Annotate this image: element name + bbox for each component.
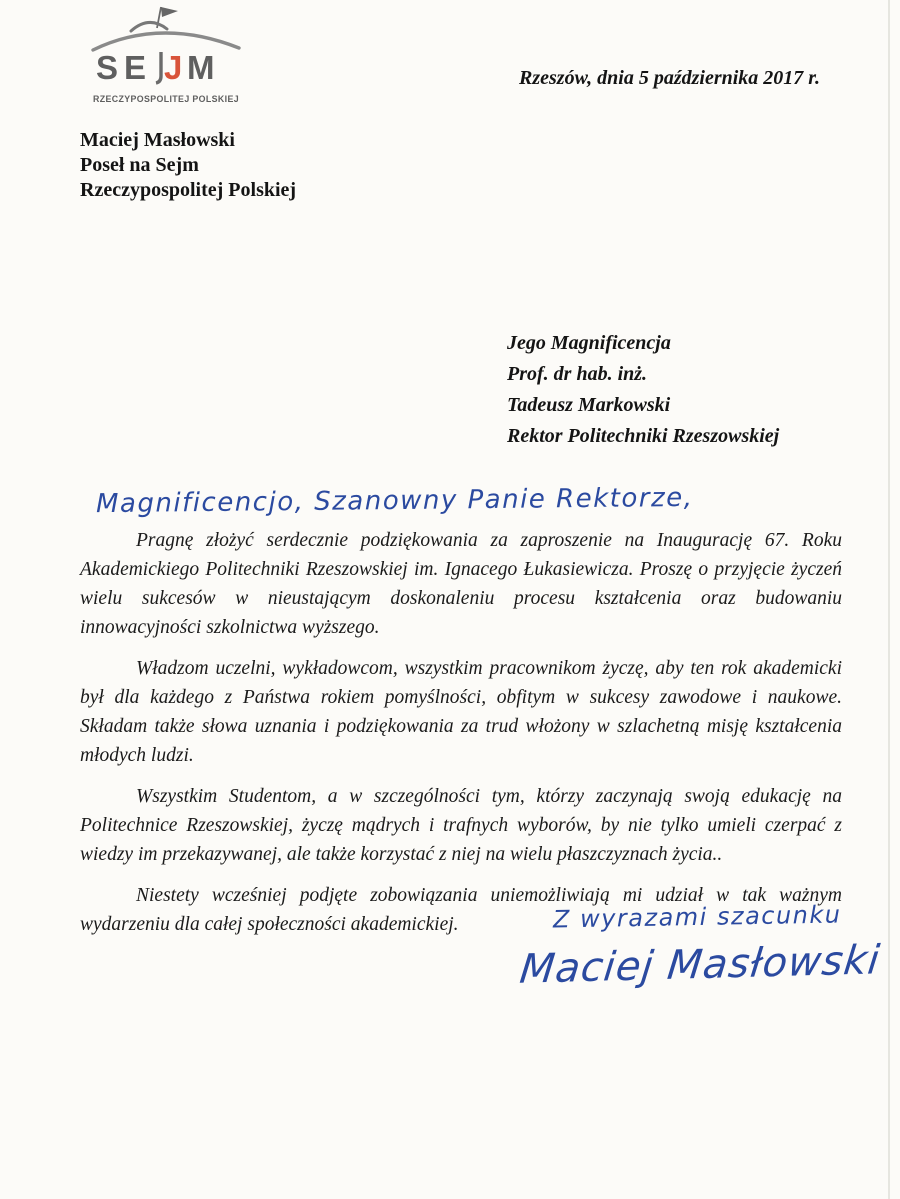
recipient-honorific: Jego Magnificencja xyxy=(507,332,671,354)
logo-letter-e: E xyxy=(124,49,147,86)
logo-letter-j-red: J xyxy=(164,49,183,86)
sender-block xyxy=(80,128,296,203)
letter-body xyxy=(80,526,842,951)
body-paragraph-2: Władzom uczelni, wykładowcom, wszystkim pracownikom życzę, aby ten rok akademicki był dla każdego z Państwa rokiem pomyślności, obfitym w sukcesy zawodowe i naukowe. Składam także słowa uznania i podziękowania za trud włożony w szlachetną misję kształcenia młodych ludzi. xyxy=(80,658,842,766)
body-paragraph-3: Wszystkim Studentom, a w szczególności tym, którzy zaczynają swoją edukację na Politechnice Rzeszowskiej, życzę mądrych i trafnych wyborów, by nie tylko umieli czerpać z wiedzy im przekazywanej, ale także korzystać z niej na wielu płaszczyznach życia.. xyxy=(80,786,842,865)
body-paragraph-4: Niestety wcześniej podjęte zobowiązania uniemożliwiają mi udział w tak ważnym wydarzeniu dla całej społeczności akademickiej. xyxy=(80,885,842,935)
recipient-position: Rektor Politechniki Rzeszowskiej xyxy=(507,425,780,447)
sender-title-line2: Rzeczypospolitej Polskiej xyxy=(80,179,297,201)
dome-cap-arc xyxy=(131,22,167,31)
body-paragraph-1: Pragnę złożyć serdecznie podziękowania za zaproszenie na Inaugurację 67. Roku Akademickiego Politechniki Rzeszowskiej im. Ignacego Łukasiewicza. Proszę o przyjęcie życzeń wielu sukcesów w nieustającym doskonaleniu procesu kształcenia oraz budowaniu innowacyjności szkolnictwa wyższego. xyxy=(80,530,842,638)
logo-letter-s: S xyxy=(96,49,119,86)
recipient-name: Tadeusz Markowski xyxy=(507,394,671,416)
handwritten-closing-phrase: Z wyrazami szacunku xyxy=(552,900,842,934)
recipient-degrees: Prof. dr hab. inż. xyxy=(507,363,648,385)
recipient-block xyxy=(507,328,779,452)
logo-subtitle: RZECZYPOSPOLITEJ POLSKIEJ xyxy=(93,94,239,105)
sejm-logo xyxy=(88,2,246,112)
dome-roof-arc xyxy=(93,33,239,50)
dateline: Rzeszów, dnia 5 października 2017 r. xyxy=(519,67,820,89)
handwritten-salutation: Magnificencjo, Szanowny Panie Rektorze, xyxy=(95,482,694,520)
logo-letter-j-gray-stroke xyxy=(156,52,161,83)
logo-letter-m: M xyxy=(187,49,215,86)
scan-artifact-line xyxy=(888,0,890,1199)
sender-title-line1: Poseł na Sejm xyxy=(80,154,199,176)
sender-name: Maciej Masłowski xyxy=(80,129,235,151)
handwritten-signature: Maciej Masłowski xyxy=(517,937,883,993)
